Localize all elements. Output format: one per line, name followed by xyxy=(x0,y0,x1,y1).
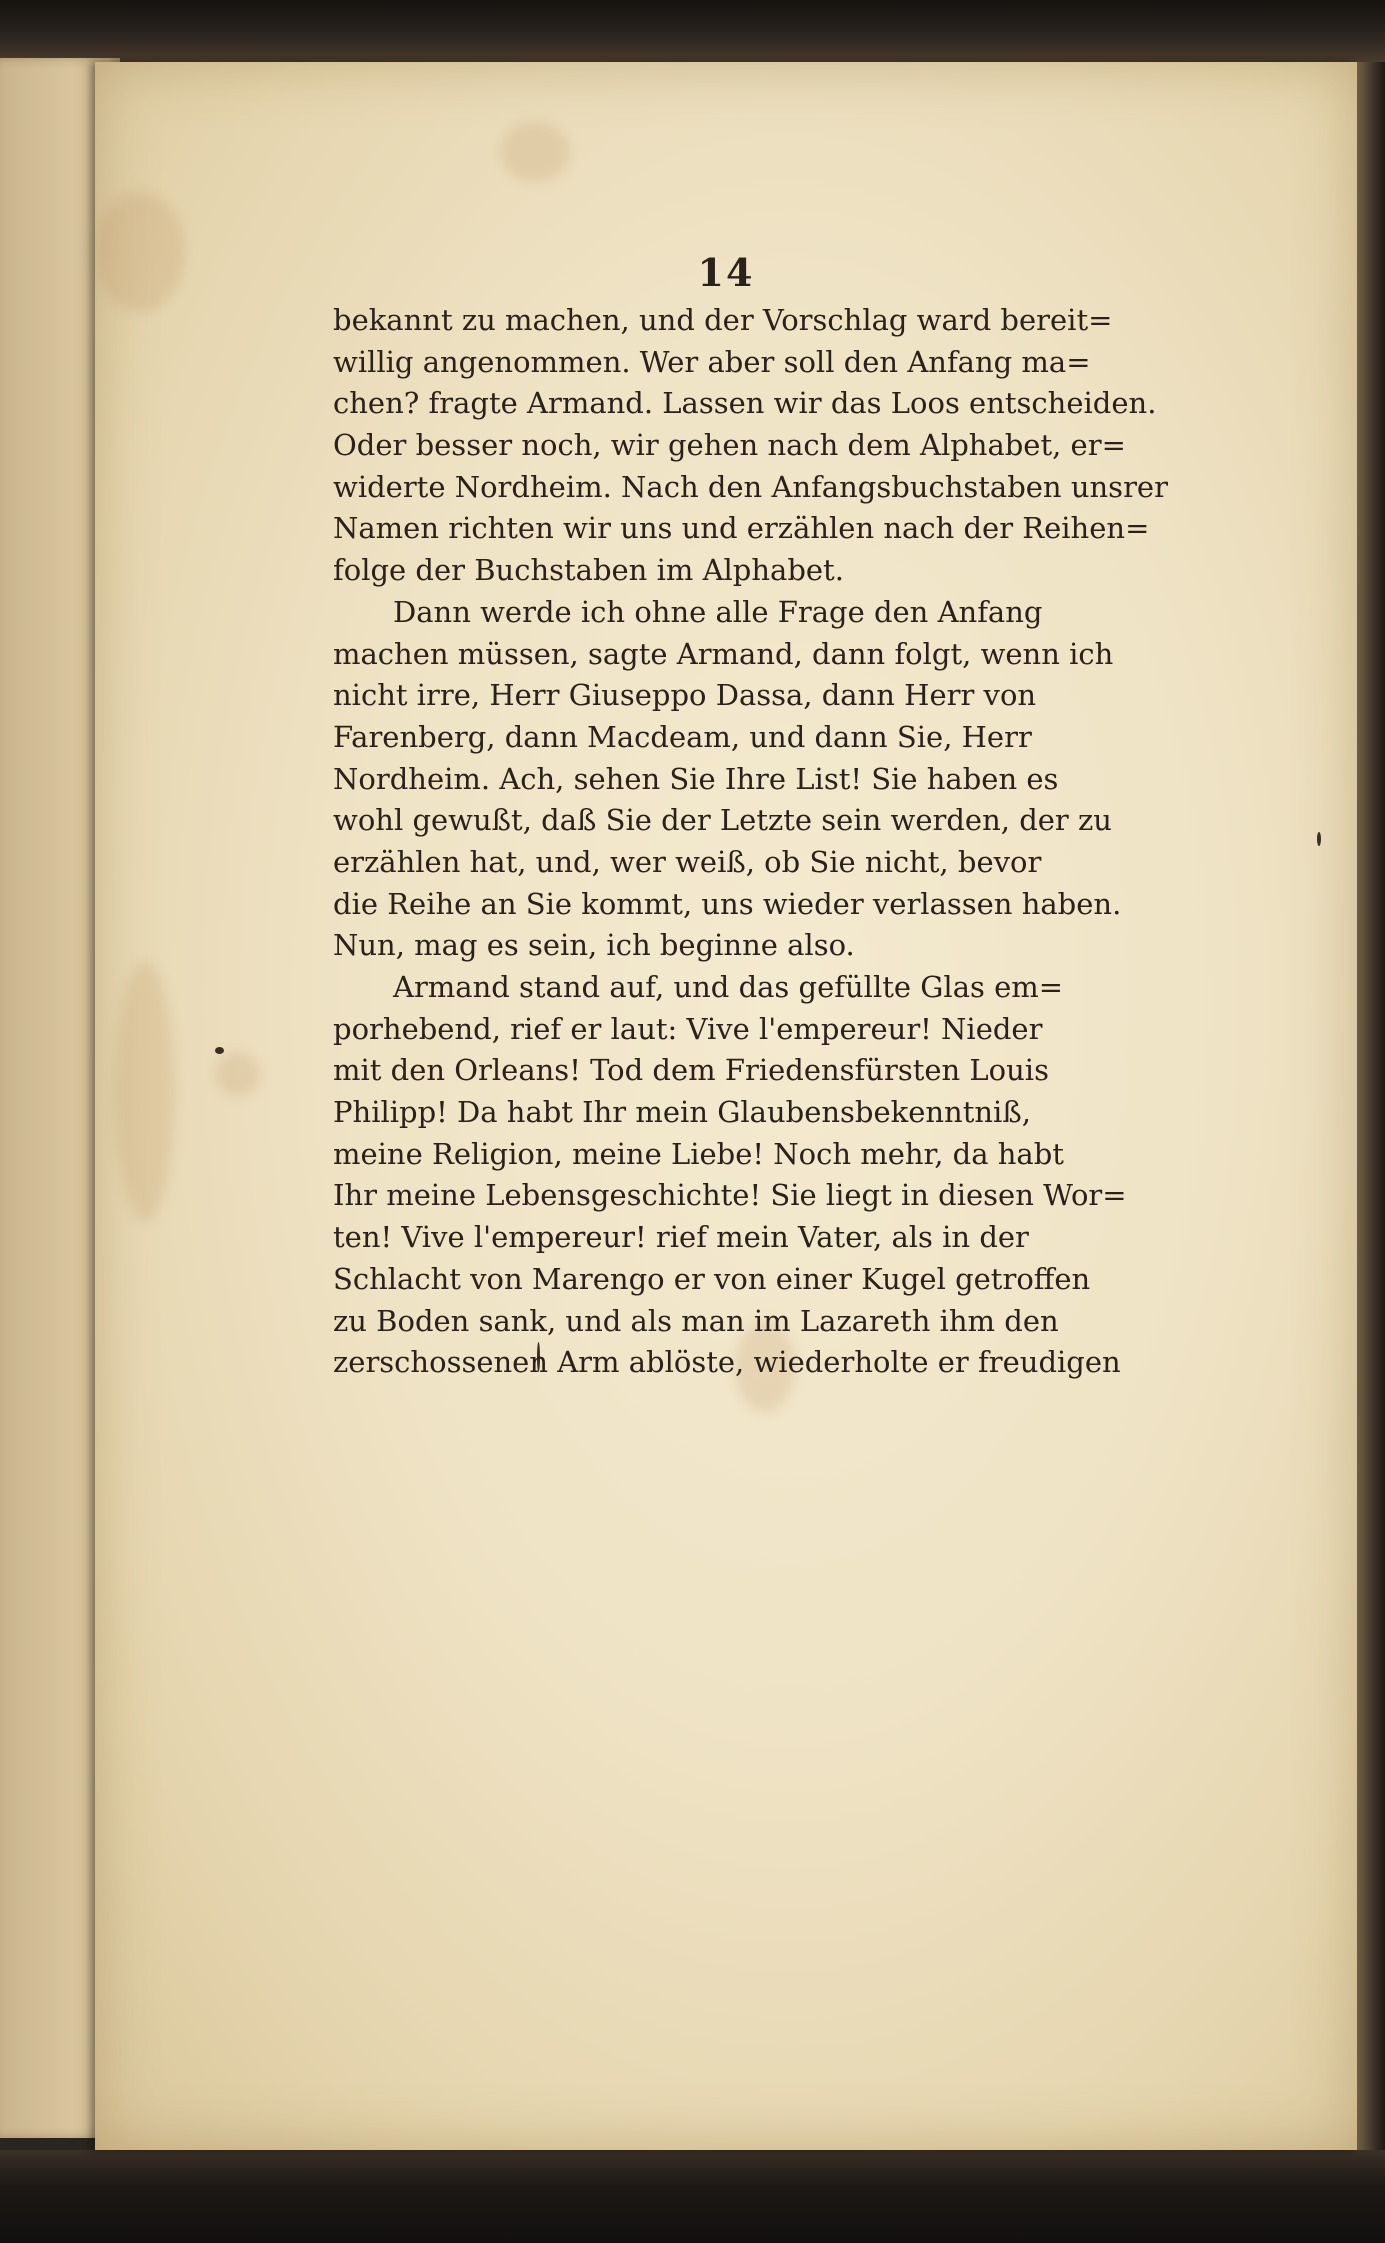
text-line: machen müssen, sagte Armand, dann folgt, wenn ich xyxy=(333,636,1114,671)
text-line: willig angenommen. Wer aber soll den Anfang ma= xyxy=(333,344,1091,379)
text-line: Farenberg, dann Macdeam, und dann Sie, Herr xyxy=(333,719,1032,754)
text-line: Philipp! Da habt Ihr mein Glaubensbekenntniß, xyxy=(333,1095,1031,1130)
text-line: die Reihe an Sie kommt, uns wieder verlassen haben. xyxy=(333,886,1122,921)
ink-speck xyxy=(1317,832,1321,846)
text-line: Schlacht von Marengo er von einer Kugel getroffen xyxy=(333,1261,1091,1296)
text-line: Armand stand auf, und das gefüllte Glas em= xyxy=(393,970,1064,1004)
text-line: Nun, mag es sein, ich beginne also. xyxy=(333,928,855,963)
text-line: Dann werde ich ohne alle Frage den Anfang xyxy=(393,594,1043,629)
text-line: meine Religion, meine Liebe! Noch mehr, da habt xyxy=(333,1136,1064,1171)
text-line: bekannt zu machen, und der Vorschlag ward bereit= xyxy=(333,303,1113,337)
ink-speck xyxy=(215,1047,224,1054)
text-line: erzählen hat, und, wer weiß, ob Sie nicht, bevor xyxy=(333,844,1042,879)
text-line: Ihr meine Lebensgeschichte! Sie liegt in diesen Wor= xyxy=(333,1178,1127,1213)
book-cover-bottom-edge xyxy=(0,2150,1385,2243)
paper-stain xyxy=(215,1052,260,1097)
text-line: Oder besser noch, wir gehen nach dem Alphabet, er= xyxy=(333,428,1126,463)
text-line: zerschossenen Arm ablöste, wiederholte er freudigen xyxy=(333,1345,1121,1380)
page-number: 14 xyxy=(697,250,755,295)
book-cover-top-edge xyxy=(0,0,1385,62)
text-line: Namen richten wir uns und erzählen nach der Reihen= xyxy=(333,511,1150,546)
text-line: widerte Nordheim. Nach den Anfangsbuchstaben unsrer xyxy=(333,469,1168,504)
text-line: nicht irre, Herr Giuseppo Dassa, dann Herr von xyxy=(333,678,1037,713)
book-page xyxy=(95,62,1357,2150)
text-line: mit den Orleans! Tod dem Friedensfürsten Louis xyxy=(333,1053,1049,1088)
text-line: ten! Vive l'empereur! rief mein Vater, als in der xyxy=(333,1220,1029,1255)
text-line: wohl gewußt, daß Sie der Letzte sein werden, der zu xyxy=(333,803,1112,838)
text-line: folge der Buchstaben im Alphabet. xyxy=(333,553,844,588)
text-line: chen? fragte Armand. Lassen wir das Loos entscheiden. xyxy=(333,386,1157,421)
text-line: Nordheim. Ach, sehen Sie Ihre List! Sie haben es xyxy=(333,761,1059,796)
paper-stain xyxy=(115,962,175,1222)
body-text xyxy=(333,300,1168,1384)
text-line: porhebend, rief er laut: Vive l'empereur! Nieder xyxy=(333,1011,1043,1046)
paper-stain xyxy=(500,122,570,182)
text-line: zu Boden sank, und als man im Lazareth ihm den xyxy=(333,1303,1059,1338)
